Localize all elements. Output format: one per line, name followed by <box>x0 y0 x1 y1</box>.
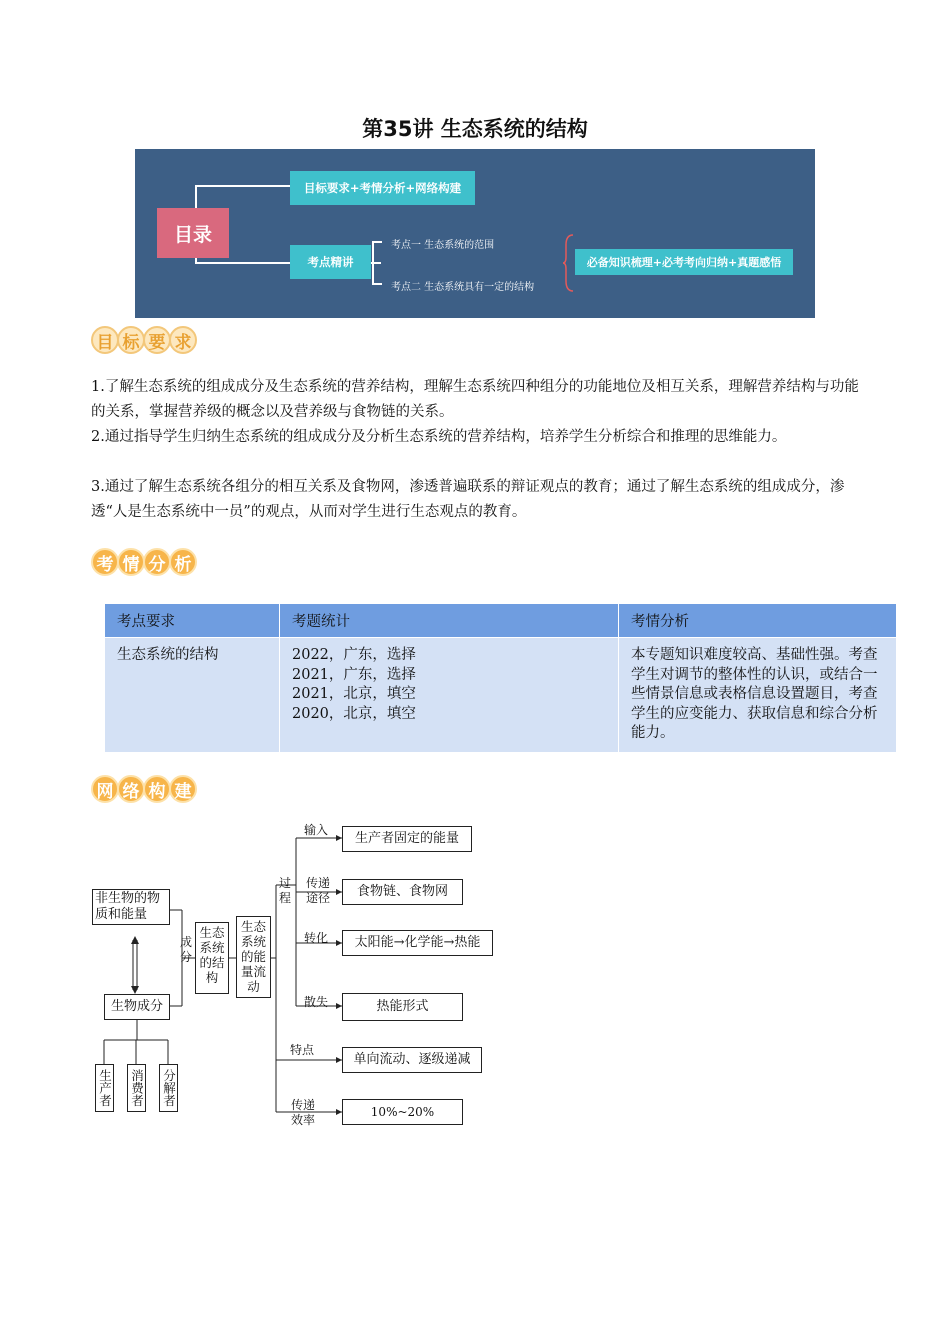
consumer-box: 消费者 <box>127 1064 146 1112</box>
branch-label-input: 输入 <box>304 823 329 837</box>
box-feature: 单向流动、逐级递减 <box>342 1047 482 1073</box>
section-header-analysis: 考 情 分 析 <box>91 548 195 576</box>
col-header-stats: 考题统计 <box>280 604 619 638</box>
cell-topic: 生态系统的结构 <box>105 638 280 753</box>
arrow-up-icon <box>131 936 139 944</box>
producer-box: 生产者 <box>95 1064 114 1112</box>
process-label: 过程 <box>279 876 292 905</box>
component-label: 成分 <box>180 935 193 964</box>
toc-main[interactable]: 目录 <box>157 208 229 258</box>
cell-analysis: 本专题知识难度较高、基础性强。考查学生对调节的整体性的认识，或结合一些情景信息或表格信息设置题目，考查学生的应变能力、获取信息和综合分析能力。 <box>619 638 897 753</box>
section-header-goals: 目 标 要 求 <box>91 326 195 354</box>
box-conversion: 太阳能→化学能→热能 <box>342 930 493 956</box>
decomposer-box: 分解者 <box>159 1064 178 1112</box>
cell-stats: 2022，广东，选择 2021，广东，选择 2021，北京，填空 2020，北京，填空 <box>280 638 619 753</box>
toc-sub-1[interactable]: 考点一 生态系统的范围 <box>391 240 495 251</box>
energy-flow-box: 生态系统的能量流动 <box>236 916 271 998</box>
branch-label-transfer: 传递途径 <box>306 876 331 905</box>
box-efficiency: 10%~20% <box>342 1099 463 1125</box>
biotic-box: 生物成分 <box>104 994 170 1020</box>
toc-summary[interactable]: 必备知识梳理+必考考向归纳+真题感悟 <box>575 249 793 275</box>
branch-label-conversion: 转化 <box>304 931 329 945</box>
goal-2: 2.通过指导学生归纳生态系统的组成成分及分析生态系统的营养结构，培养学生分析综合和推理的思维能力。 <box>91 429 787 445</box>
box-loss: 热能形式 <box>342 993 463 1021</box>
page-title: 第35讲 生态系统的结构 <box>362 117 588 141</box>
structure-box: 生态系统的结构 <box>195 922 229 994</box>
arrow-down-icon <box>131 986 139 994</box>
box-transfer: 食物链、食物网 <box>342 879 463 905</box>
branch-label-efficiency: 传递效率 <box>291 1098 316 1127</box>
box-input: 生产者固定的能量 <box>342 826 472 852</box>
goal-3: 3.通过了解生态系统各组分的相互关系及食物网，渗透普遍联系的辩证观点的教育；通过了解生态系统的组成成分，渗透“人是生态系统中一员”的观点，从而对学生进行生态观点的教育。 <box>91 479 845 520</box>
col-header-analysis: 考情分析 <box>619 604 897 638</box>
abiotic-box: 非生物的物质和能量 <box>92 889 170 925</box>
goal-1: 1.了解生态系统的组成成分及生态系统的营养结构，理解生态系统四种组分的功能地位及相互关系，理解营养结构与功能的关系，掌握营养级的概念以及营养级与食物链的关系。 <box>91 379 859 420</box>
toc-item-points[interactable]: 考点精讲 <box>290 245 371 279</box>
toc-item-goals[interactable]: 目标要求+考情分析+网络构建 <box>290 171 475 205</box>
branch-label-loss: 散失 <box>304 995 329 1009</box>
toc-sub-2[interactable]: 考点二 生态系统具有一定的结构 <box>391 282 535 293</box>
branch-label-feature: 特点 <box>290 1043 315 1057</box>
col-header-requirement: 考点要求 <box>105 604 280 638</box>
section-header-network: 网 络 构 建 <box>91 775 195 803</box>
